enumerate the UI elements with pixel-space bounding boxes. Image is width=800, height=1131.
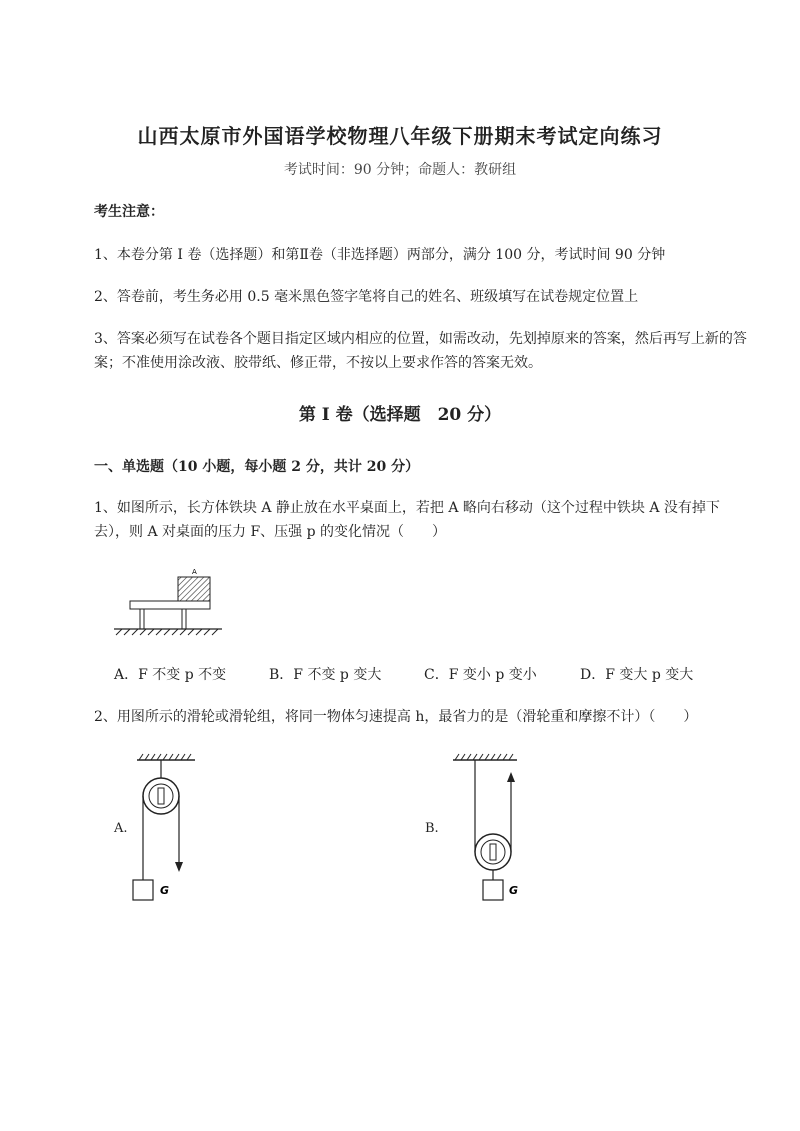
weight-block: [133, 880, 153, 900]
pulley-axle: [490, 844, 496, 860]
choice-d[interactable]: D．F 变大 p 变大: [580, 667, 694, 683]
page-title: 山西太原市外国语学校物理八年级下册期末考试定向练习: [137, 124, 663, 148]
ceiling-hatching: [139, 754, 191, 760]
notice-item-2: 2、答卷前，考生务必用 0.5 毫米黑色签字笔将自己的姓名、班级填写在试卷规定位置上: [94, 289, 639, 305]
option-a-label: A.: [114, 821, 128, 836]
pulley-figure-a: [125, 752, 205, 907]
pulley-figure-b: [445, 752, 535, 907]
question-1-figure: [110, 563, 230, 643]
option-b-label: B.: [425, 821, 439, 836]
table-leg-left: [140, 609, 144, 629]
weight-block: [483, 880, 503, 900]
weight-label: G: [509, 884, 519, 897]
question-2-text: 2、用图所示的滑轮或滑轮组，将同一物体匀速提高 h，最省力的是（滑轮重和摩擦不计）（ ）: [94, 709, 698, 725]
table-top: [130, 601, 210, 609]
weight-label: G: [160, 884, 170, 897]
ceiling-hatching: [455, 754, 513, 760]
block-label: A: [192, 568, 197, 576]
choice-b[interactable]: B．F 不变 p 变大: [269, 667, 382, 683]
pulley-axle: [158, 788, 164, 804]
pull-arrow-down: [175, 862, 183, 872]
ground-hatching: [116, 629, 218, 635]
part-heading: 一、单选题（10 小题，每小题 2 分，共计 20 分）: [94, 459, 420, 475]
notice-heading: 考生注意：: [94, 204, 164, 220]
notice-item-3: 3、答案必须写在试卷各个题目指定区域内相应的位置，如需改动，先划掉原来的答案，然后再写上新的答案；不准使用涂改液、胶带纸、修正带，不按以上要求作答的答案无效。: [94, 331, 747, 371]
iron-block: [178, 577, 210, 601]
choice-a[interactable]: A．F 不变 p 不变: [114, 667, 227, 683]
choice-c[interactable]: C．F 变小 p 变小: [424, 667, 537, 683]
table-leg-right: [182, 609, 186, 629]
question-1-text: 1、如图所示，长方体铁块 A 静止放在水平桌面上，若把 A 略向右移动（这个过程中铁块 A 没有掉下去），则 A 对桌面的压力 F、压强 p 的变化情况（ ）: [94, 500, 720, 540]
exam-info: 考试时间：90 分钟；命题人：教研组: [283, 162, 517, 178]
pull-arrow-up: [507, 772, 515, 782]
section-title: 第 I 卷（选择题 20 分）: [298, 405, 502, 425]
notice-item-1: 1、本卷分第 I 卷（选择题）和第Ⅱ卷（非选择题）两部分，满分 100 分，考试时间 90 分钟: [94, 247, 666, 263]
